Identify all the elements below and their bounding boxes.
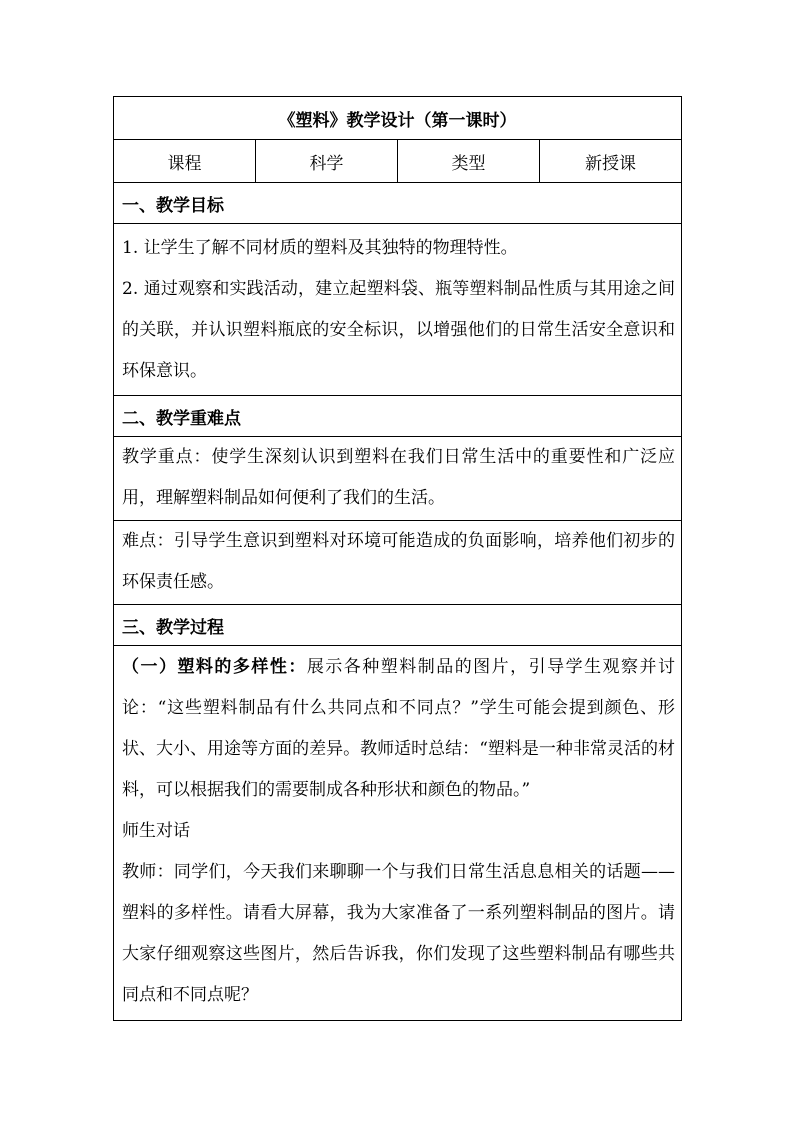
difficulty-text: 难点：引导学生意识到塑料对环境可能造成的负面影响，培养他们初步的环保责任感。 [122,531,675,592]
document-title: 《塑料》教学设计（第一课时） [114,97,682,140]
objectives-content [114,224,682,396]
lesson-plan-table [113,96,682,1021]
dialogue-label: 师生对话 [122,821,190,841]
course-value: 科学 [256,140,398,183]
title-row [114,97,682,140]
process-content-row [114,646,682,1021]
objectives-heading: 一、教学目标 [114,183,682,224]
course-label: 课程 [114,140,256,183]
type-label: 类型 [398,140,540,183]
key-points-heading: 二、教学重难点 [114,396,682,437]
part1-paragraph [122,647,675,811]
difficulty-cell [114,521,682,605]
difficulty-row [114,521,682,605]
key-point-cell [114,437,682,521]
type-value: 新授课 [540,140,682,183]
objective-item-1: 1. 让学生了解不同材质的塑料及其独特的物理特性。 [122,238,518,258]
key-point-text: 教学重点：使学生深刻认识到塑料在我们日常生活中的重要性和广泛应用，理解塑料制品如何便利了我们的生活。 [122,447,675,508]
objectives-heading-row [114,183,682,224]
teacher-line: 教师：同学们，今天我们来聊聊一个与我们日常生活息息相关的话题——塑料的多样性。请看大屏幕，我为大家准备了一系列塑料制品的图片。请大家仔细观察这些图片，然后告诉我，你们发现了这些塑料制品有哪些共同点和不同点呢？ [122,862,675,1005]
key-points-heading-row [114,396,682,437]
info-row [114,140,682,183]
process-heading-row [114,605,682,646]
objective-item-2: 2. 通过观察和实践活动，建立起塑料袋、瓶等塑料制品性质与其用途之间的关联，并认识塑料瓶底的安全标识，以增强他们的日常生活安全意识和环保意识。 [122,279,675,381]
process-content [114,646,682,1021]
objectives-content-row [114,224,682,396]
part1-title: （一）塑料的多样性： [122,657,307,677]
process-heading: 三、教学过程 [114,605,682,646]
key-point-row [114,437,682,521]
part1-text: 展示各种塑料制品的图片，引导学生观察并讨论：“这些塑料制品有什么共同点和不同点？”学生可能会提到颜色、形状、大小、用途等方面的差异。教师适时总结：“塑料是一种非常灵活的材料，可以根据我们的需要制成各种形状和颜色的物品。” [122,657,675,800]
